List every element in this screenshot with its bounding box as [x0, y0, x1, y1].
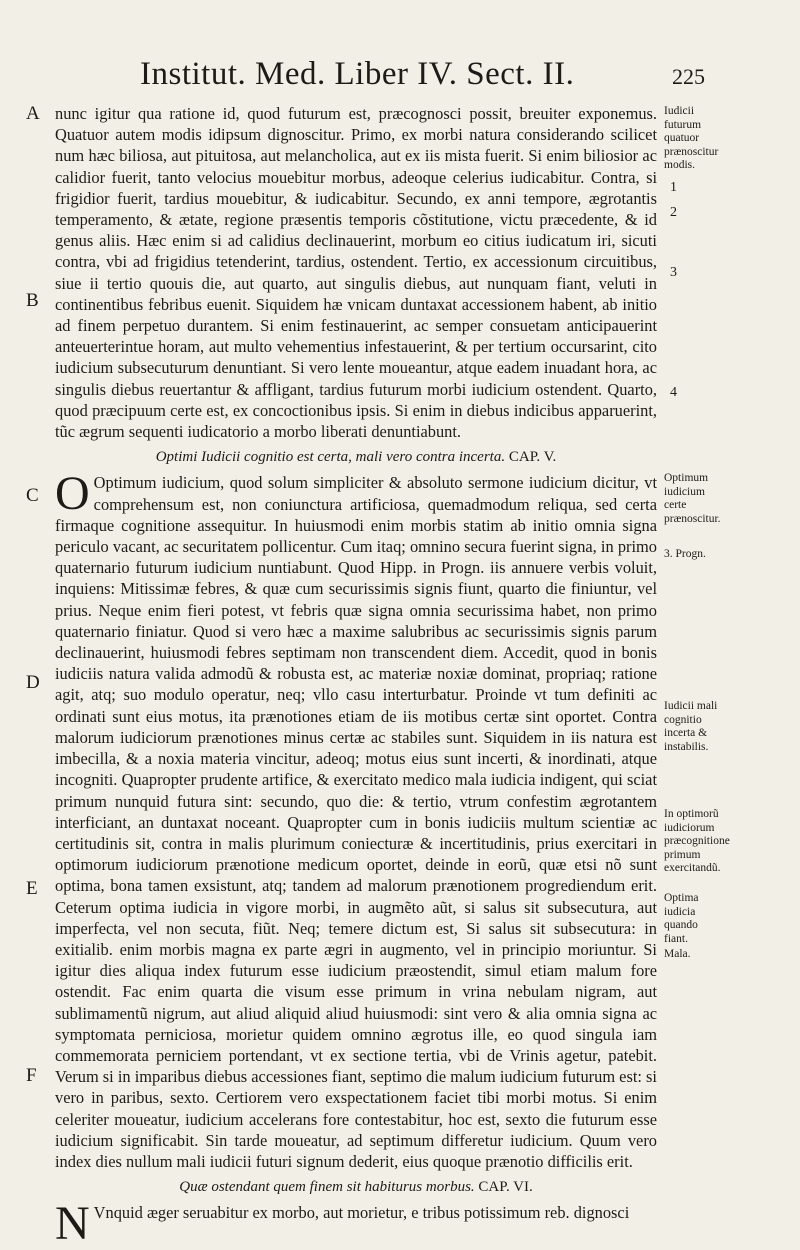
paragraph-chapter-5	[55, 467, 657, 1172]
paragraph-text: Optimum iudicium, quod solum simpliciter & absoluto sermone iudicium dicitur, vt comprehensum est, non coniunctura artificiosa, quemadmodum reliqua, sed certa firmaque cognitione assequitur. In huiusmodi enim morbis statim ab initio omnia signa periculo vacant, ac securitatem pollicentur. Cum itaq; omnino secura fuerint signa, in primo quaternario futurum iudicium nuntiabunt. Quod Hipp. in Progn. iis annuere verbis voluit, inquiens: Mitissimæ febres, & quæ cum securissimis signis fiunt, quarto die finiuntur, vel prius. Neque enim fieri potest, vt febris quæ signa omnia securissima habet, non primo quaternario finiatur. Quod si vero hæc a maxime salubribus ac securissimis signis parum declinauerint, huiusmodi febres septimam non transcendent diem. Accedit, quod in bonis iudiciis natura valida admodũ & robusta est, ac materiæ noxiæ dominat, propriaq; ratione agit, atq; suo modulo operatur, neq; vllo casu interturbatur. Proinde vt tum definiti ac ordinati sunt eius motus, ita prænotiones etiam de iis motibus certæ sint oportet. Contra malorum iudiciorum prænotiones minus certæ ac stabiles sunt. Siquidem in iis natura est imbecilla, & a noxia materia vincitur, adeoq; motus eius sunt incerti, & inordinati, atque incogniti. Quapropter prudente artifice, & exercitato medico mala iudicia indigent, qui sciat primum nunquid futura sint: secundo, quo die: & tertio, vtrum confestim ægrotantem interficiant, an duntaxat noceant. Quapropter cum in bonis iudiciis multum scientiæ ac certitudinis sit, contra in malis plurimum coniecturæ & incertitudinis, prius exercitari in optimorum iudiciorum prænotione medicum oportet, deinde in eorũ, quæ etsi nõ sunt optima, bona tamen exsistunt, atq; tandem ad malorum prænotionem progrediendum erit. Ceterum optima iudicia in vigore morbi, in augmẽto aũt, si salus sit subsecutura, aut imperfecta, vel non secuta, fiũt. Neq; temere dictum est, Si salus sit subsecutura: in exitialib. enim morbis magna ex parte ægri in augmento, vel in principio moriuntur. Si igitur dies aliqua index futurum esse iudicium præostendit, simul etiam malum fore ostendit. Fac enim quarta die visum esse primum in vrina nebulam nigram, aut sublimamentũ nigrum, aut aliud aliquid aliud huiusmodi: sint vero & alia omnia signa ac symptomata perniciosa, morietur quidem omnino ægrotus ille, eo quod singula iam commemorata perniciem portendant, vt ex sectione tertia, vbi de Vrinis agetur, patebit. Verum si in imparibus diebus accessiones fiant, septimo die malum iudicium futurum est: si vero in paribus, sexto. Certiorem vero exspectationem faciet tibi morbi motus. Si enim celeriter moueatur, iudicium accelerans fore contestabitur, hoc est, sexto die futurum esse iudicium significabit. Sin tarde moueatur, ad septimum differetur iudicium. Quum vero index dies nullum mali iudicii futuri signum dederit, eius quoque prænotio difficilis erit.	[55, 473, 657, 1171]
margin-note: Iudicii futurum quatuor prænoscitur modis.	[664, 105, 719, 171]
paragraph-text: Vnquid æger seruabitur ex morbo, aut morietur, e tribus potissimum reb. dignosci	[93, 1203, 630, 1223]
margin-note: Mala.	[664, 948, 691, 960]
drop-cap: O	[55, 467, 90, 521]
margin-note: In optimorũ iudiciorum præcognitione primum exercitandũ.	[664, 808, 730, 874]
section-letter-c: C	[26, 485, 39, 506]
chapter-heading-6	[55, 1177, 657, 1198]
section-letter-d: D	[26, 672, 40, 693]
drop-cap: N	[55, 1197, 90, 1250]
chapter-title: Quæ ostendant quem finem sit habiturus morbus.	[179, 1179, 475, 1196]
margin-note: Iudicii mali cognitio incerta & instabilis.	[664, 700, 718, 753]
chapter-title: Optimi Iudicii cognitio est certa, mali vero contra incerta.	[155, 449, 506, 466]
section-letter-e: E	[26, 878, 38, 899]
main-text	[55, 103, 657, 1250]
margin-note: 3. Progn.	[664, 548, 706, 560]
running-head: Institut. Med. Liber IV. Sect. II.	[140, 56, 575, 92]
margin-number: 4	[670, 385, 677, 400]
section-letter-a: A	[26, 103, 40, 124]
margin-note: Optima iudicia quando fiant.	[664, 892, 699, 945]
paragraph-chapter-6	[55, 1197, 657, 1250]
margin-number: 2	[670, 205, 677, 220]
chapter-number: CAP. V.	[508, 449, 557, 466]
chapter-number: CAP. VI.	[478, 1179, 533, 1196]
section-letter-f: F	[26, 1065, 37, 1086]
margin-note: Optimum iudicium certe prænoscitur.	[664, 472, 721, 525]
section-letter-b: B	[26, 290, 39, 311]
margin-number: 1	[670, 180, 677, 195]
margin-number: 3	[670, 265, 677, 280]
paragraph-chapter-4-end: nunc igitur qua ratione id, quod futurum est, præcognosci possit, breuiter exponemus. Quatuor autem modis idipsum dignoscitur. Primo, ex morbi natura considerando scilicet num hæc biliosa, aut pituitosa, aut melancholica, aut ex iis mista fuerit. Si enim biliosior ac calidior fuerit, tanto velocius mouebitur morbus, adeoque celerius iudicabitur. Contra, si frigidior fuerit, tardius mouebitur, & iudicabitur. Secundo, ex anni tempore, ægrotantis temperamento, & ætate, regione præsentis temporis cõstitutione, victu præcedente, & id genus aliis. Hæc enim si ad calidius declinauerint, morbum eo citius iudicatum iri, sicuti contra, vbi ad frigidius tetenderint, tardius, ostendent. Tertio, ex accessionum circuitibus, siue ii tertio quouis die, aut quarto, aut singulis diebus, aut nunquam fiant, veluti in continentibus febribus euenit. Siquidem hæ vnicam duntaxat accessionem habent, ab initio ad finem perpetuo durantem. Si enim festinauerint, ac semper consuetam anticipauerint anteuerterintue horam, aut multo vehementius infestauerint, & per tertium occursarint, cito iudicium subsecuturum denuntiant. Si vero lente moueantur, atque eadem inuadant hora, ac singulis diebus reuertantur & affligant, tardius futurum morbi iudicium ostendent. Quarto, quod præcipuum certe est, ex concoctionibus ipsis. Si enim in diebus indicibus apparuerint, tũc ægrum sequenti iudicatorio a morbo liberati denuntiabunt.	[55, 104, 657, 442]
page-number: 225	[672, 64, 705, 89]
chapter-heading-5	[55, 447, 657, 468]
